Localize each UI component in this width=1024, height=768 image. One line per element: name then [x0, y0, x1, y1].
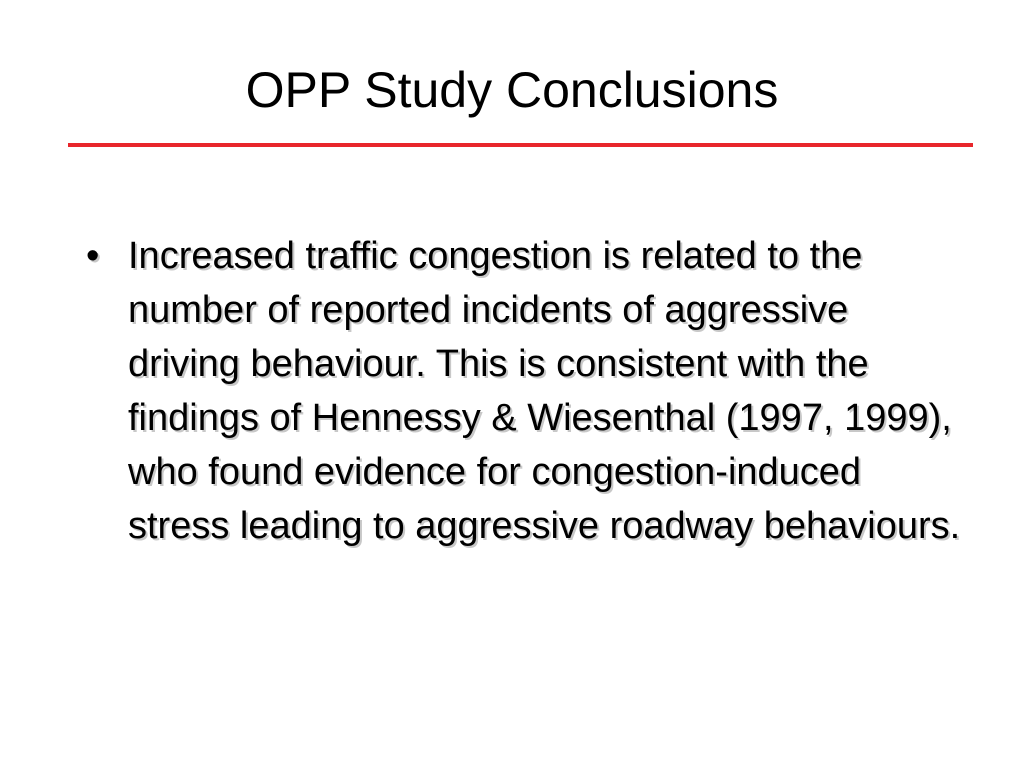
slide-title: OPP Study Conclusions — [245, 62, 779, 118]
title-divider — [68, 143, 973, 147]
bullet-text: Increased traffic congestion is related to the number of reported incidents of aggressive driving behaviour. This is consistent with the findings of Hennessy & Wiesenthal (1997, 1999), who found evidence for congestion-induced stress leading to aggressive roadway behaviours. — [128, 235, 961, 547]
bullet-item — [84, 229, 964, 553]
bullet-list — [84, 229, 964, 553]
bullet-icon: • — [86, 235, 100, 277]
